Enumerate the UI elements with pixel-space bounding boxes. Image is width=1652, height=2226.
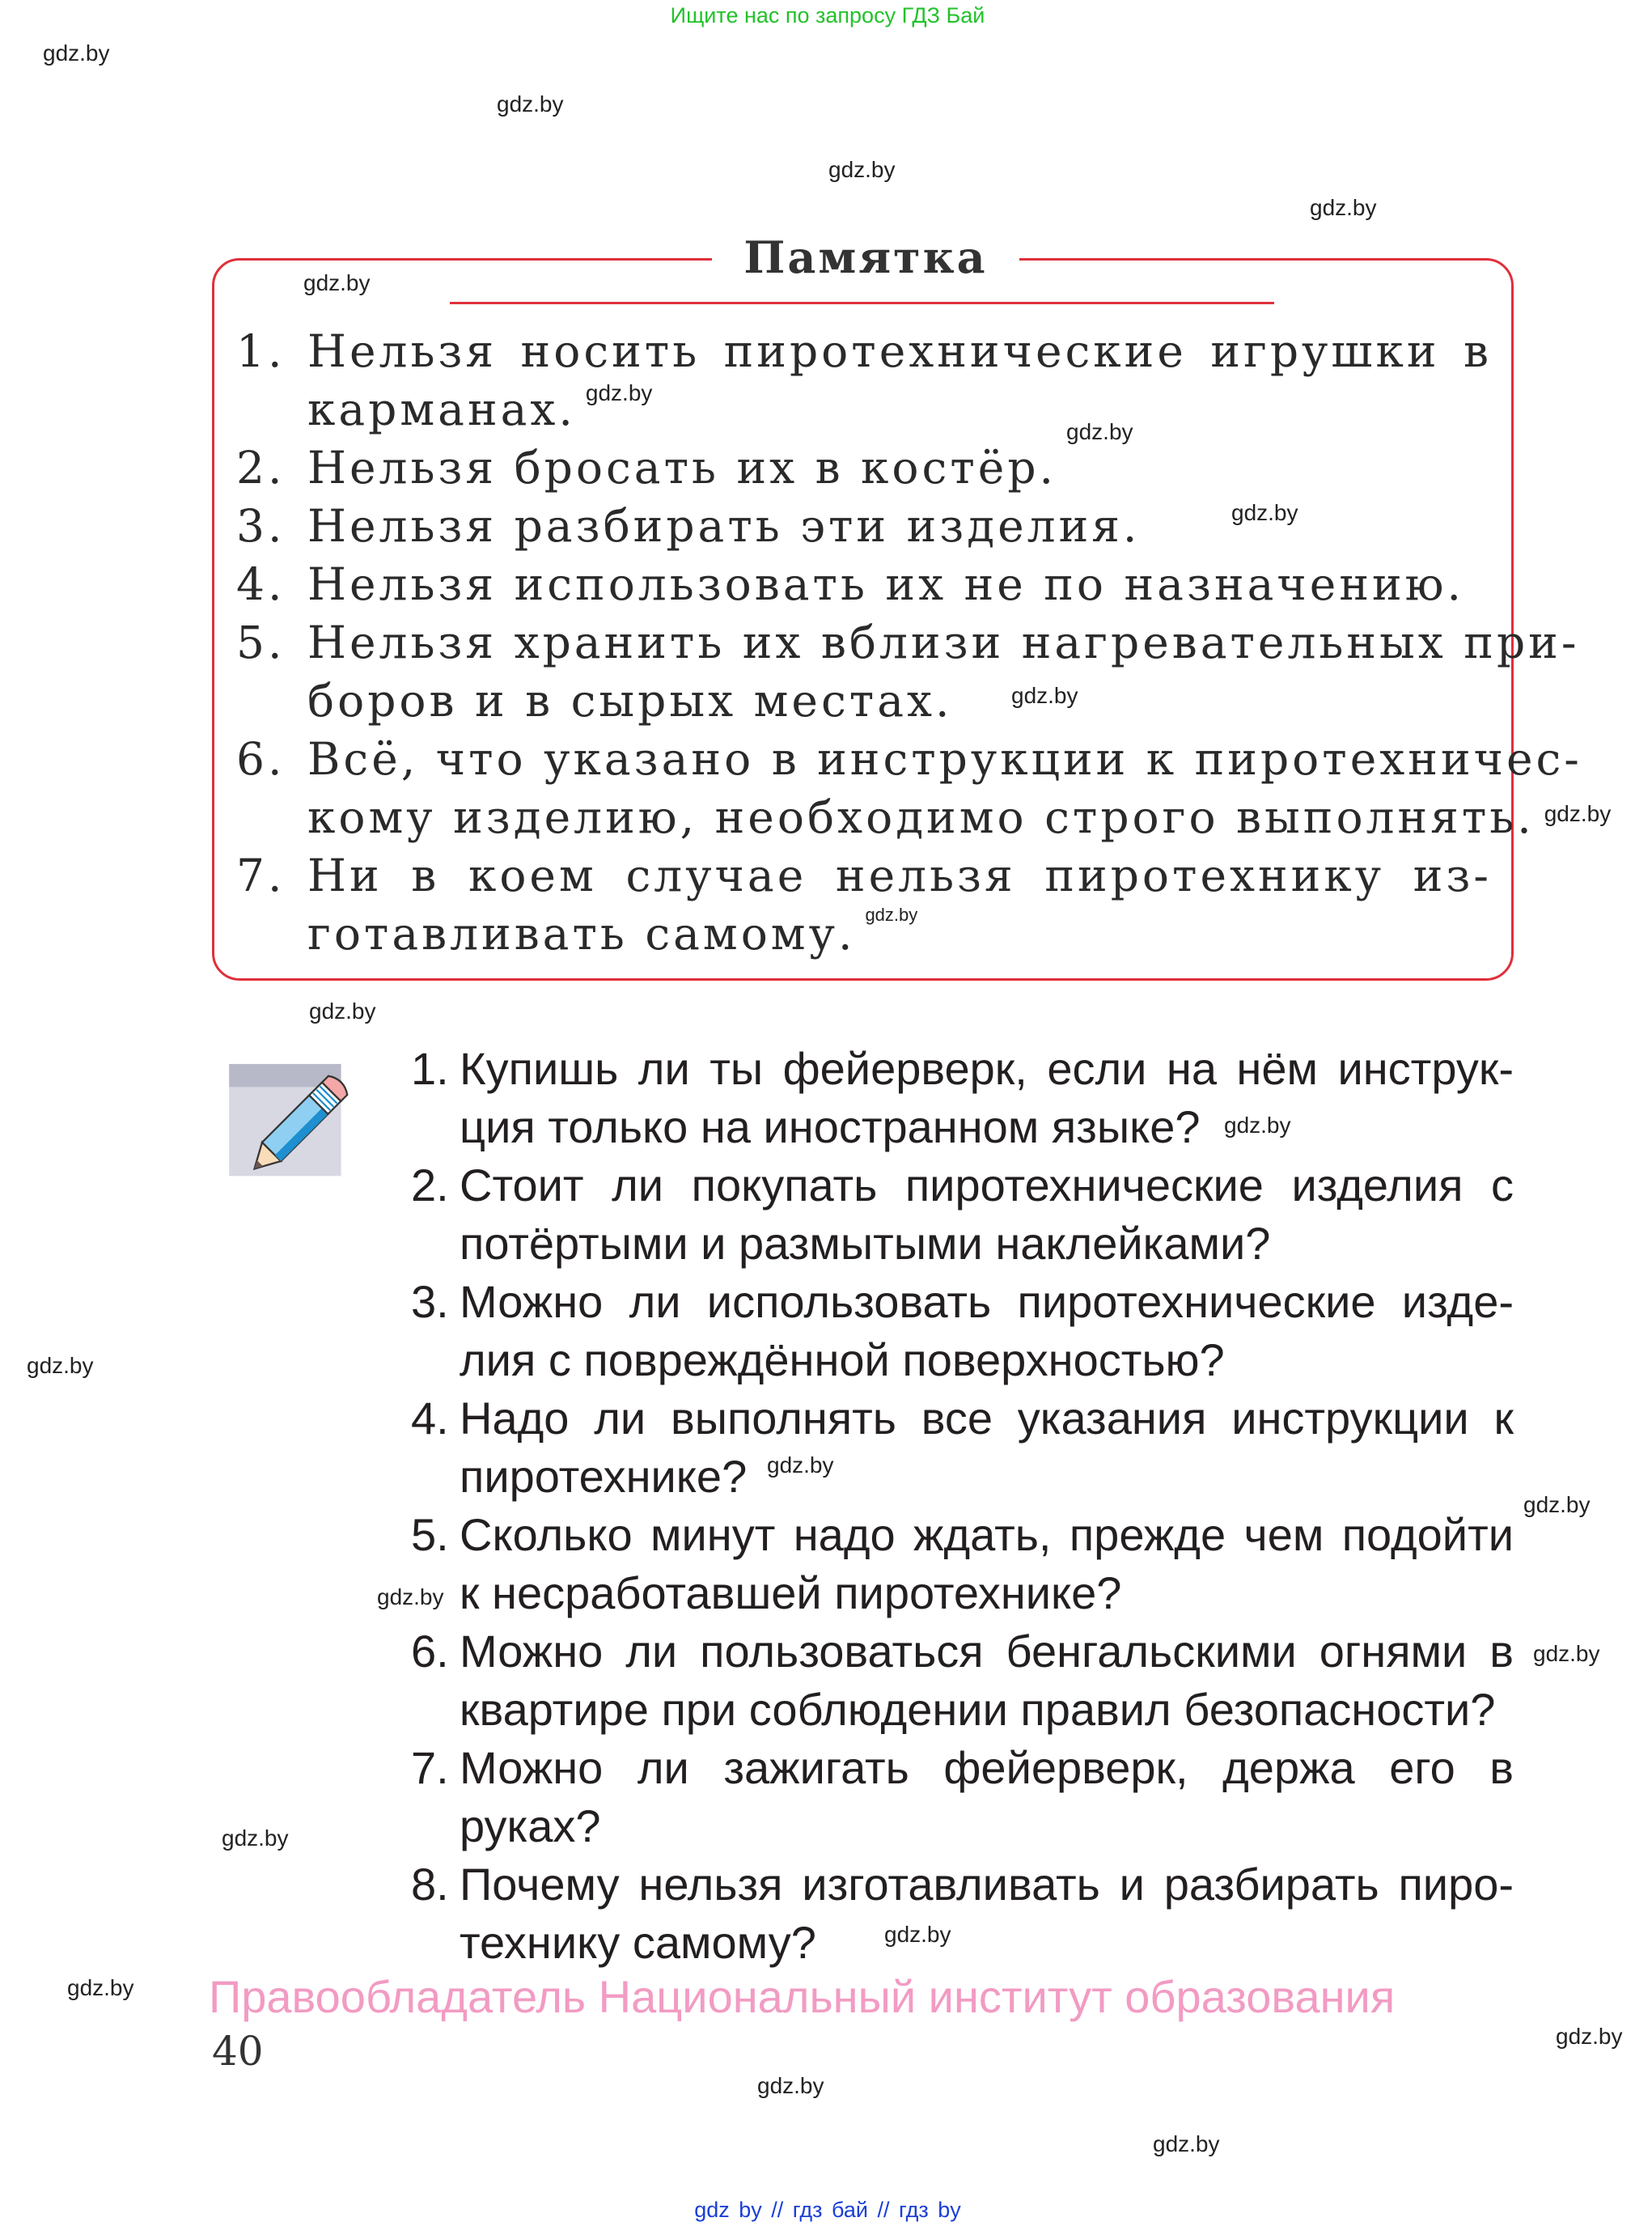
question-item: [411, 1739, 1514, 1855]
memo-item: [236, 439, 1492, 497]
question-item-number: 6.: [411, 1626, 449, 1677]
question-item-text: Надо ли выполнять все указания инструкции к: [460, 1393, 1514, 1444]
question-item: [411, 1855, 1514, 1972]
memo-title: Памятка: [743, 231, 988, 283]
question-item-number: 4.: [411, 1393, 449, 1444]
question-item-text: Стоит ли покупать пиротехнические изделия с: [460, 1160, 1514, 1211]
question-item-number: 7.: [411, 1742, 449, 1793]
memo-item-number: 2.: [236, 442, 286, 494]
watermark-text: gdz.by: [828, 157, 896, 182]
memo-item-text: кому изделию, необходимо строго выполнять.: [307, 791, 1535, 843]
question-item: [411, 1040, 1514, 1156]
question-item-text: лия с повреждённой поверхностью?: [460, 1334, 1225, 1385]
watermark-text: gdz.by: [767, 1452, 834, 1478]
question-item-text: Сколько минут надо ждать, прежде чем подойти: [460, 1509, 1514, 1560]
memo-item-number: 3.: [236, 500, 286, 552]
question-item: [411, 1389, 1514, 1506]
watermark-text: gdz.by: [1310, 195, 1377, 220]
question-item-text: Можно ли зажигать фейерверк, держа его в: [460, 1742, 1514, 1793]
memo-item-text: Ни в коем случае нельзя пиротехнику из-: [307, 850, 1492, 901]
memo-item: [236, 322, 1492, 439]
question-item-text: Почему нельзя изготавливать и разбирать пиро-: [460, 1859, 1514, 1910]
watermark-text: gdz.by: [43, 40, 110, 66]
memo-item-number: 7.: [236, 850, 286, 901]
memo-item-text: боров и в сырых местах.: [307, 675, 953, 727]
question-item-number: 1.: [411, 1043, 449, 1094]
question-item-text: ция только на иностранном языке?: [460, 1101, 1201, 1152]
memo-title-underline: [450, 302, 1274, 304]
question-item-text: Купишь ли ты фейерверк, если на нём инструк-: [460, 1043, 1514, 1094]
memo-item: [236, 613, 1580, 730]
watermark-text: gdz.by: [1533, 1641, 1600, 1666]
watermark-text: gdz.by: [377, 1584, 444, 1609]
search-hint: Ищите нас по запросу ГДЗ Бай: [670, 3, 985, 28]
copyright-owner: Правообладатель Национальный институт образования: [209, 1971, 1396, 2022]
watermark-text: gdz.by: [757, 2073, 824, 2098]
memo-item-number: 4.: [236, 558, 286, 610]
bottom-links[interactable]: gdz by // гдз бай // гдз by: [694, 2198, 961, 2222]
watermark-text: gdz.by: [585, 380, 653, 405]
questions-list: [411, 1040, 1514, 1972]
question-item: [411, 1622, 1514, 1739]
memo-item-text: карманах.: [307, 384, 576, 435]
memo-item: [236, 497, 1492, 555]
watermark-text: gdz.by: [865, 905, 918, 925]
question-item-number: 2.: [411, 1160, 449, 1211]
memo-item: [236, 555, 1492, 613]
pencil-icon: [218, 1049, 369, 1201]
question-item-text: пиротехнике?: [460, 1451, 748, 1502]
watermark-text: gdz.by: [1224, 1113, 1291, 1138]
memo-item-number: 6.: [236, 733, 286, 785]
memo-item-text: Нельзя разбирать эти изделия.: [307, 500, 1141, 552]
question-item: [411, 1506, 1514, 1622]
page-number: 40: [212, 2028, 264, 2075]
question-item-text: к несработавшей пиротехнике?: [460, 1567, 1122, 1618]
watermark-text: gdz.by: [1011, 683, 1078, 708]
watermark-text: gdz.by: [497, 91, 564, 117]
memo-item-text: готавливать самому.: [307, 908, 856, 960]
memo-item-text: Нельзя носить пиротехнические игрушки в: [307, 325, 1492, 377]
memo-item-text: Всё, что указано в инструкции к пиротехничес-: [307, 733, 1582, 785]
question-item-text: квартире при соблюдении правил безопасности?: [460, 1684, 1496, 1735]
question-item-number: 5.: [411, 1509, 449, 1560]
question-item: [411, 1156, 1514, 1273]
question-item-text: руках?: [460, 1800, 601, 1851]
watermark-text: gdz.by: [1556, 2024, 1623, 2049]
question-item-number: 3.: [411, 1276, 449, 1327]
watermark-text: gdz.by: [309, 999, 376, 1024]
watermark-text: gdz.by: [222, 1825, 289, 1851]
memo-item-number: 1.: [236, 325, 286, 377]
watermark-text: gdz.by: [303, 270, 371, 295]
watermark-text: gdz.by: [27, 1353, 94, 1378]
question-item-text: Можно ли пользоваться бенгальскими огнями в: [460, 1626, 1514, 1677]
watermark-text: gdz.by: [1544, 801, 1612, 826]
memo-item-number: 5.: [236, 617, 286, 668]
question-item-number: 8.: [411, 1859, 449, 1910]
watermark-text: gdz.by: [1523, 1492, 1591, 1517]
memo-item-text: Нельзя бросать их в костёр.: [307, 442, 1057, 494]
memo-item-text: Нельзя использовать их не по назначению.: [307, 558, 1464, 610]
question-item: [411, 1273, 1514, 1389]
watermark-text: gdz.by: [1153, 2131, 1220, 2156]
watermark-text: gdz.by: [1066, 419, 1133, 444]
watermark-text: gdz.by: [1231, 500, 1298, 525]
watermark-text: gdz.by: [884, 1922, 951, 1947]
question-item-text: потёртыми и размытыми наклейками?: [460, 1218, 1271, 1269]
memo-item-text: Нельзя хранить их вблизи нагревательных при-: [307, 617, 1580, 668]
question-item-text: технику самому?: [460, 1917, 816, 1968]
question-item-text: Можно ли использовать пиротехнические изде-: [460, 1276, 1514, 1327]
memo-item: [236, 846, 1492, 963]
watermark-text: gdz.by: [67, 1975, 134, 2000]
